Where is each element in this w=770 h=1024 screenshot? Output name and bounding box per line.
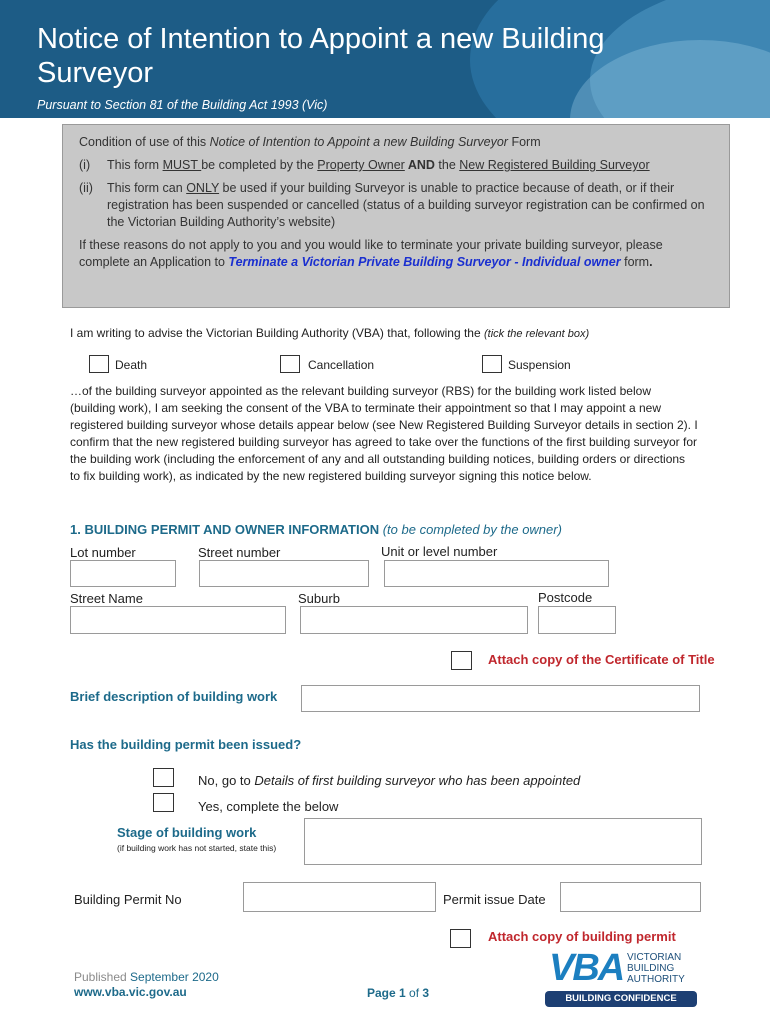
death-label: Death [115, 358, 148, 372]
condition-item-2 [79, 180, 715, 231]
vba-logo-tagline: BUILDING CONFIDENCE [545, 991, 697, 1007]
stage-hint: (if building work has not started, state this) [117, 843, 277, 853]
suspension-label: Suspension [508, 358, 571, 372]
condition-text-part: This form can [107, 181, 187, 195]
closing-text: . [649, 255, 653, 269]
intent-statement [70, 326, 589, 340]
conditions-closing [79, 237, 715, 271]
permit-no-checkbox[interactable] [153, 768, 174, 787]
published-label: Published [74, 970, 131, 984]
terminate-form-link[interactable]: Terminate a Victorian Private Building Surveyor - Individual owner [228, 255, 621, 269]
stage-input[interactable] [304, 818, 702, 865]
vba-logo [545, 948, 700, 1010]
conditions-intro-text: Condition of use of this [79, 135, 210, 149]
closing-text: If these reasons do not apply to you and you would like to terminate your private building surveyor, please complete an Application to [79, 238, 663, 269]
intent-text: I am writing to advise the Victorian Building Authority (VBA) that, following the [70, 326, 484, 340]
building-permit-checkbox[interactable] [450, 929, 471, 948]
street-name-input[interactable] [70, 606, 286, 634]
page-current: 1 [399, 986, 406, 1000]
section-1-heading [70, 521, 562, 539]
page-prefix: Page [367, 986, 400, 1000]
vba-logo-mark: VBA [549, 947, 624, 989]
conditions-box [62, 124, 730, 308]
suburb-label: Suburb [298, 591, 340, 606]
attach-certificate-label: Attach copy of the Certificate of Title [488, 652, 715, 667]
permit-date-input[interactable] [560, 882, 701, 912]
lot-number-input[interactable] [70, 560, 176, 587]
condition-emphasis: AND [404, 158, 439, 172]
page-of: of [405, 986, 423, 1000]
vba-logo-line-3: AUTHORITY [627, 974, 685, 985]
page-number [367, 986, 429, 1000]
page-total: 3 [422, 986, 430, 1000]
section-heading-note: (to be completed by the owner) [379, 522, 562, 537]
certificate-title-checkbox[interactable] [451, 651, 472, 670]
condition-text-part: be completed by the [201, 158, 318, 172]
condition-text-part: the [438, 158, 460, 172]
permit-question: Has the building permit been issued? [70, 737, 302, 752]
cancellation-label: Cancellation [308, 358, 375, 372]
death-checkbox[interactable] [89, 355, 109, 373]
unit-level-label: Unit or level number [381, 544, 498, 559]
page-header [0, 0, 770, 118]
unit-level-input[interactable] [384, 560, 609, 587]
published-info [74, 970, 219, 984]
permit-no-text: No, go to [198, 773, 255, 788]
permit-number-label: Building Permit No [74, 892, 182, 907]
condition-emphasis: Property Owner [317, 158, 405, 172]
permit-yes-option: Yes, complete the below [198, 799, 339, 814]
condition-text-part: This form [107, 158, 163, 172]
permit-no-reference: Details of first building surveyor who has been appointed [254, 773, 581, 788]
condition-text-part: be used if your building Surveyor is unable to practice because of death, or if their registration has been suspended or cancelled (status of a building surveyor registration can be confirmed on the Victorian Building Authority’s website) [107, 181, 705, 229]
street-number-input[interactable] [199, 560, 369, 587]
form-name: Notice of Intention to Appoint a new Building Surveyor [209, 135, 508, 149]
condition-item-1 [79, 157, 715, 174]
vba-logo-line-1: VICTORIAN [627, 952, 682, 963]
brief-description-label: Brief description of building work [70, 689, 278, 704]
attach-permit-label: Attach copy of building permit [488, 929, 676, 944]
condition-number: (i) [79, 158, 91, 172]
page-subtitle: Pursuant to Section 81 of the Building Act 1993 (Vic) [37, 98, 328, 112]
permit-number-input[interactable] [243, 882, 436, 912]
permit-yes-checkbox[interactable] [153, 793, 174, 812]
suburb-input[interactable] [300, 606, 528, 634]
street-name-label: Street Name [70, 591, 143, 606]
condition-text [107, 180, 715, 231]
condition-emphasis: ONLY [186, 181, 220, 195]
stage-label: Stage of building work [117, 825, 257, 840]
section-heading-text: 1. BUILDING PERMIT AND OWNER INFORMATION [70, 522, 380, 537]
intent-paragraph: …of the building surveyor appointed as the relevant building surveyor (RBS) for the building work listed below (building work), I am seeking the consent of the VBA to terminate their appointment so that I may appoint a new registered building surveyor whose details appear below (see New Registered Building Surveyor details in section 2). I confirm that the new registered building surveyor has agreed to take over the functions of the first building surveyor for the building work (including the enforcement of any and all outstanding building notices, building orders or directions to fix building work), as indicated by the new registered building surveyor signing this notice below. [70, 384, 698, 483]
condition-emphasis: MUST [162, 158, 202, 172]
conditions-intro [79, 134, 715, 151]
vba-logo-line-2: BUILDING [627, 963, 675, 974]
condition-text [107, 157, 650, 174]
conditions-intro-suffix: Form [507, 135, 541, 149]
brief-description-input[interactable] [301, 685, 700, 712]
published-date: September 2020 [130, 970, 219, 984]
postcode-label: Postcode [538, 590, 593, 605]
street-number-label: Street number [198, 545, 281, 560]
postcode-input[interactable] [538, 606, 616, 634]
website-link[interactable]: www.vba.vic.gov.au [74, 985, 187, 999]
cancellation-checkbox[interactable] [280, 355, 300, 373]
permit-no-option [198, 773, 580, 788]
permit-date-label: Permit issue Date [443, 892, 546, 907]
suspension-checkbox[interactable] [482, 355, 502, 373]
intent-hint: (tick the relevant box) [484, 328, 590, 340]
page-title: Notice of Intention to Appoint a new Building Surveyor [37, 23, 605, 89]
closing-text: form [620, 255, 650, 269]
condition-emphasis: New Registered Building Surveyor [459, 158, 650, 172]
lot-number-label: Lot number [70, 545, 136, 560]
condition-number: (ii) [79, 181, 93, 195]
